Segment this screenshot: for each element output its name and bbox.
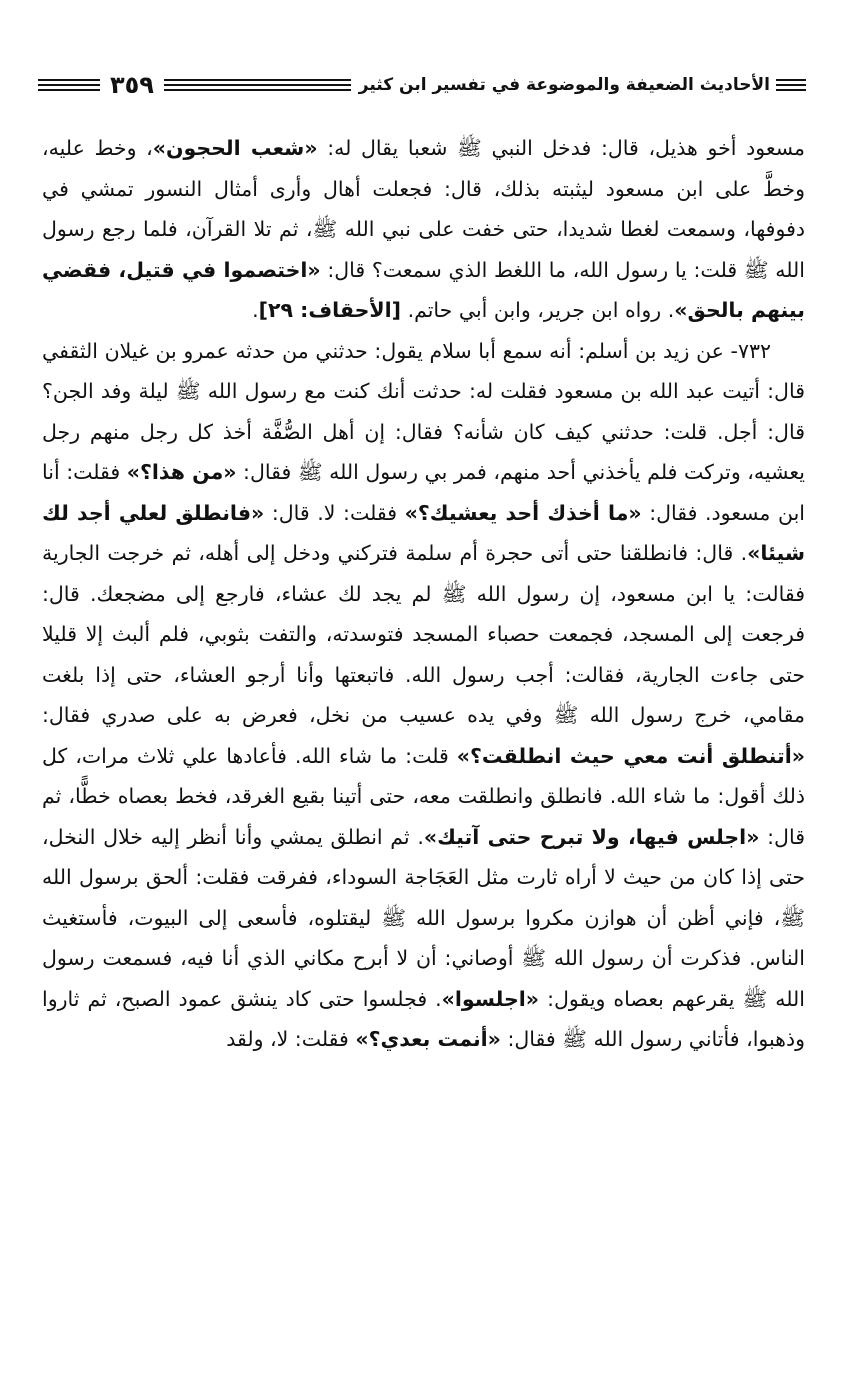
bold-quote: «اختصموا في قتيل، فقضي بينهم بالحق» — [42, 257, 805, 322]
header-rule — [38, 79, 100, 91]
bold-quote: «من هذا؟» — [126, 460, 237, 484]
bold-quote: «اجلس فيها، ولا تبرح حتى آتيك» — [423, 824, 760, 849]
book-title: الأحاديث الضعيفة والموضوعة في تفسير ابن كثير — [358, 75, 770, 95]
bold-quote: [الأحقاف: ٢٩] — [258, 298, 402, 322]
text-run: فقلت: لا، ولقد — [226, 1027, 356, 1051]
text-run: . ثم انطلق يمشي وأنا أنظر إليه خلال النخل، حتى إذا كان من حيث لا أراه ثارت مثل العَجَاجة السوداء، ففرقت فقلت: ألحق برسول الله ﷺ، فإني أظن أن هوازن مكروا برسول الله ﷺ ليقتلوه، فأسعى إلى البيوت، فأستغيث الناس. فذكرت أن رسول الله ﷺ أوصاني: أن لا أبرح مكاني الذي أنا فيه، فسمعت رسول الله ﷺ يقرعهم بعصاه ويقول: — [42, 824, 805, 1011]
body-text — [42, 128, 805, 1060]
text-run: . رواه ابن جرير، وابن أبي حاتم. — [401, 298, 675, 322]
text-run: . فجلسوا حتى كاد ينشق عمود الصبح، ثم ثاروا وذهبوا، فأتاني رسول الله ﷺ فقال: — [42, 986, 805, 1051]
text-run: . — [252, 298, 259, 322]
bold-quote: «شعب الحجون» — [152, 136, 318, 160]
bold-quote: «أنمت بعدي؟» — [355, 1027, 501, 1051]
text-run: مسعود أخو هذيل، قال: فدخل النبي ﷺ شعبا يقال له: — [317, 136, 805, 160]
bold-quote: «فانطلق لعلي أجد لك شيئا» — [42, 500, 805, 565]
paragraph — [42, 128, 805, 331]
header-rule — [776, 79, 806, 91]
text-run: قلت: ما شاء الله. فأعادها علي ثلاث مرات، كل ذلك أقول: ما شاء الله. فانطلق وانطلقت معه، حتى أتينا بقيع الغرقد، فخط بعصاه خطًّا، ثم قال: — [42, 743, 805, 849]
text-run: فقلت: أنا ابن مسعود. فقال: — [42, 460, 805, 525]
paragraph — [42, 331, 805, 1060]
bold-quote: «اجلسوا» — [441, 986, 540, 1011]
running-header — [38, 68, 806, 102]
bold-quote: «ما أخذك أحد يعشيك؟» — [404, 500, 642, 525]
bold-quote: «أتنطلق أنت معي حيث انطلقت؟» — [456, 743, 805, 768]
header-rule — [164, 79, 351, 91]
text-run: . قال: فانطلقنا حتى أتى حجرة أم سلمة فتركني ودخل إلى أهله، ثم خرجت الجارية فقالت: يا ابن مسعود، إن رسول الله ﷺ لم يجد لك عشاء، فارجع إلى مضجعك. قال: فرجعت إلى المسجد، فجمعت حصباء المسجد فتوسدته، والتفت بثوبي، فلم ألبث إلا قليلا حتى جاءت الجارية، فقالت: أجب رسول الله. فاتبعتها وأنا أرجو العشاء، حتى إذا بلغت مقامي، خرج رسول الله ﷺ وفي يده عسيب من نخل، فعرض به على صدري فقال: — [42, 541, 805, 727]
text-run: ٧٣٢- عن زيد بن أسلم: أنه سمع أبا سلام يقول: حدثني من حدثه عمرو بن غيلان الثقفي قال: أتيت عبد الله بن مسعود فقلت له: حدثت أنك كنت مع رسول الله ﷺ ليلة وفد الجن؟ قال: أجل. قلت: حدثني كيف كان شأنه؟ فقال: إن أهل الصُّفَّة أخذ كل رجل منهم رجل يعشيه، وتركت فلم يأخذني أحد منهم، فمر بي رسول الله ﷺ فقال: — [42, 338, 805, 484]
text-run: فقلت: لا. قال: — [264, 500, 405, 525]
text-run: ، وخط عليه، وخطَّ على ابن مسعود ليثبته بذلك، قال: فجعلت أهال وأرى أمثال النسور تمشي في دفوفها، وسمعت لغطا شديدا، حتى خفت على نبي الله ﷺ، ثم تلا القرآن، فلما رجع رسول الله ﷺ قلت: يا رسول الله، ما اللغط الذي سمعت؟ قال: — [42, 136, 806, 282]
page-number: ٣٥٩ — [110, 71, 154, 99]
